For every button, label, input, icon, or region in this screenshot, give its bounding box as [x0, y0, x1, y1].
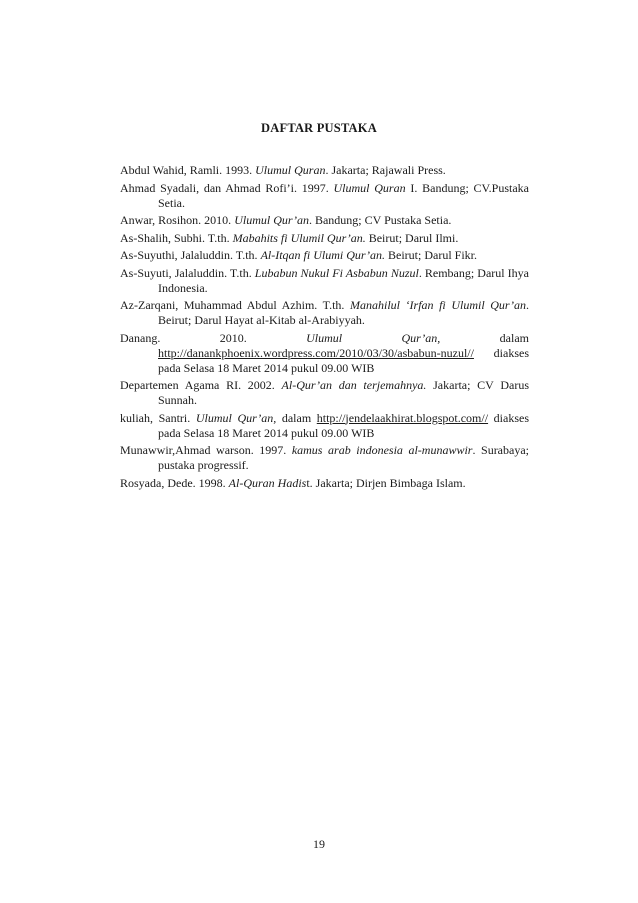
entry-author-year: Az-Zarqani, Muhammad Abdul Azhim. T.th.	[120, 298, 350, 312]
entry-title: Ulumul Qur’an,	[306, 330, 441, 345]
entry-publisher: Beirut; Darul Ilmi.	[365, 230, 459, 245]
entry-title: Ulumul Qur’an	[234, 213, 309, 227]
entry-publisher: . Surabaya; pustaka progressif.	[158, 443, 529, 472]
bibliography-entry	[120, 378, 529, 408]
entry-publisher: . Beirut; Darul Hayat al-Kitab al-Arabiyyah.	[158, 298, 529, 327]
bibliography-entry	[120, 298, 529, 328]
entry-author-year: Ahmad Syadali, dan Ahmad Rofi’i. 1997.	[120, 180, 334, 195]
entry-title: Manahilul ‘Irfan fi Ulumil Qur’an	[349, 298, 526, 312]
entry-connector: dalam	[440, 330, 529, 345]
bibliography-entry	[120, 181, 529, 211]
bibliography-entry	[120, 213, 529, 228]
entry-url-link[interactable]: http://jendelaakhirat.blogspot.com//	[316, 410, 489, 425]
entry-publisher: . Bandung; CV Pustaka Setia.	[308, 213, 452, 227]
page-title: DAFTAR PUSTAKA	[261, 121, 377, 135]
entry-publisher: . Rembang; Darul Ihya Indonesia.	[158, 265, 529, 295]
entry-author-year: Munawwir,Ahmad warson. 1997.	[120, 443, 292, 457]
entry-publisher: diakses pada Selasa 18 Maret 2014 pukul 09.00 WIB	[158, 410, 529, 440]
bibliography-entry	[120, 443, 529, 473]
entry-author-year: Rosyada, Dede. 1998.	[120, 475, 229, 490]
entry-publisher: Beirut; Darul Fikr.	[385, 248, 477, 262]
bibliography-entry	[120, 266, 529, 296]
entry-publisher: t. Jakarta; Dirjen Bimbaga Islam.	[306, 475, 466, 490]
entry-title: Ulumul Quran	[255, 163, 326, 177]
entry-author-year: Departemen Agama RI. 2002.	[120, 378, 282, 392]
entry-title: Lubabun Nukul Fi Asbabun Nuzul	[254, 265, 419, 280]
entry-title: Al-Itqan fi Ulumi Qur’an.	[260, 248, 385, 262]
entry-connector: dalam	[276, 410, 317, 425]
bibliography-entry	[120, 411, 529, 441]
bibliography-entry	[120, 248, 529, 263]
bibliography-entry	[120, 331, 529, 376]
bibliography-list	[120, 163, 529, 493]
entry-publisher: I. Bandung; CV.Pustaka Setia.	[158, 180, 529, 210]
entry-publisher: Jakarta; CV Darus Sunnah.	[158, 378, 530, 407]
entry-title: Al-Qur’an dan terjemahnya.	[281, 378, 427, 392]
entry-title: kamus arab indonesia al-munawwir	[291, 443, 473, 457]
entry-title: Ulumul Qur’an,	[195, 410, 277, 425]
entry-author-year: Anwar, Rosihon. 2010.	[120, 213, 235, 227]
entry-author-year: As-Suyuti, Jalaluddin. T.th.	[120, 265, 255, 280]
page-number: 19	[313, 837, 325, 851]
entry-author-year: kuliah, Santri.	[120, 410, 196, 425]
bibliography-entry	[120, 163, 529, 178]
entry-title: Al-Quran Hadis	[228, 475, 307, 490]
entry-author-year: As-Suyuthi, Jalaluddin. T.th.	[120, 248, 261, 262]
entry-author-year: As-Shalih, Subhi. T.th.	[120, 230, 233, 245]
bibliography-entry	[120, 231, 529, 246]
entry-publisher: diakses pada Selasa 18 Maret 2014 pukul 09.00 WIB	[158, 345, 529, 375]
entry-author-year: Danang. 2010.	[120, 330, 307, 345]
entry-title: Mabahits fi Ulumil Qur’an.	[232, 230, 366, 245]
entry-author-year: Abdul Wahid, Ramli. 1993.	[120, 163, 256, 177]
entry-url-link[interactable]: http://danankphoenix.wordpress.com/2010/03/30/asbabun-nuzul//	[158, 345, 474, 360]
entry-publisher: . Jakarta; Rajawali Press.	[325, 163, 446, 177]
entry-title: Ulumul Quran	[333, 180, 406, 195]
bibliography-entry	[120, 476, 529, 491]
